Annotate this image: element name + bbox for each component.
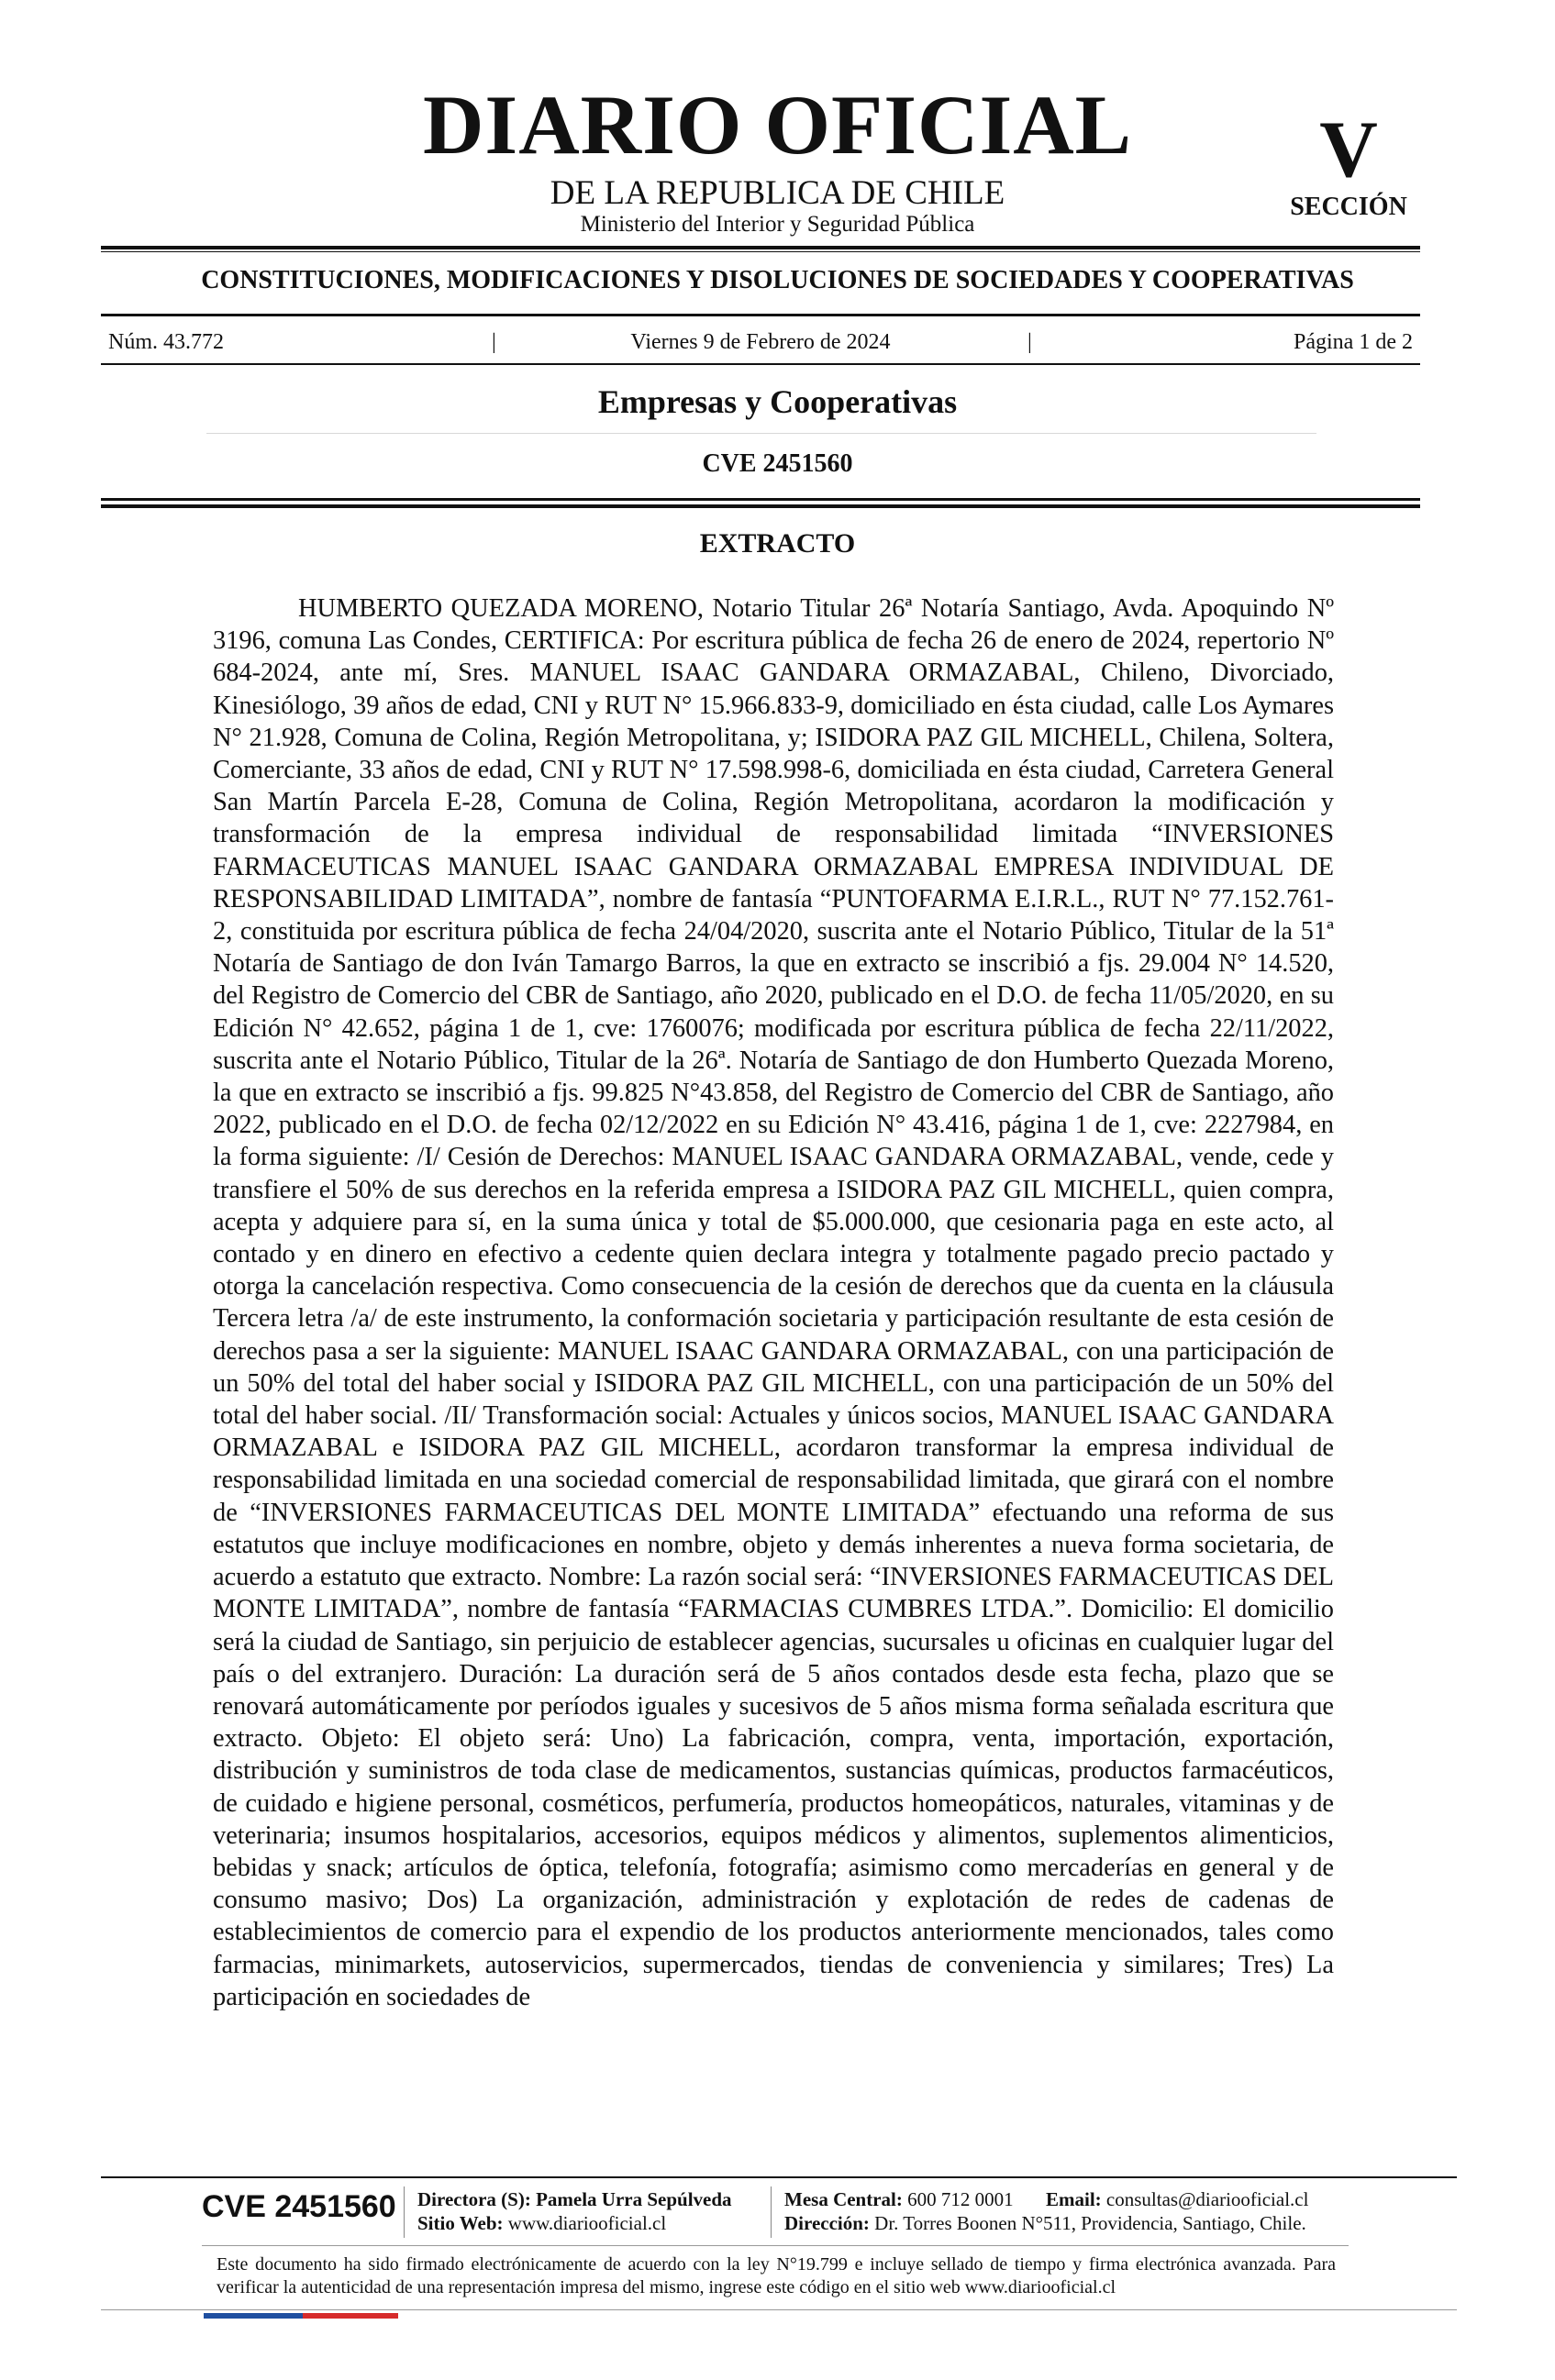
cve-rule — [101, 498, 1420, 501]
issue-separator: | — [1027, 330, 1032, 354]
address-label: Dirección: — [784, 2212, 870, 2234]
section-number: V — [1319, 105, 1378, 194]
phone-value: 600 712 0001 — [907, 2188, 1014, 2210]
footer-email — [1046, 2187, 1308, 2211]
footer-divider — [771, 2186, 772, 2238]
cve-heading: CVE 2451560 — [702, 449, 853, 478]
category-rule — [206, 433, 1316, 434]
footer-bottom-rule — [101, 2309, 1457, 2310]
email-link[interactable]: consultas@diariooficial.cl — [1105, 2188, 1309, 2210]
address-value: Dr. Torres Boonen N°511, Providencia, Santiago, Chile. — [874, 2212, 1306, 2234]
issue-number: Núm. 43.772 — [108, 330, 224, 354]
issue-info-row — [108, 328, 1413, 356]
section-title: CONSTITUCIONES, MODIFICACIONES Y DISOLUCIONES DE SOCIEDADES Y COOPERATIVAS — [201, 266, 1354, 294]
newspaper-subtitle: DE LA REPUBLICA DE CHILE — [550, 174, 1005, 212]
footer-legal-notice: Este documento ha sido firmado electrónicamente de acuerdo con la ley N°19.799 e incluye sellado de tiempo y firma electrónica avanzada. Para verificar la autenticidad de una representación impresa del mismo, ingrese este código en el sitio web www.diariooficial.cl — [217, 2254, 1336, 2297]
issue-rule — [101, 363, 1420, 365]
issue-separator: | — [492, 330, 496, 354]
issue-date: Viernes 9 de Febrero de 2024 — [630, 330, 891, 354]
section-label: SECCIÓN — [1290, 193, 1407, 221]
web-label: Sitio Web: — [417, 2212, 504, 2234]
section-rule — [101, 314, 1420, 316]
header-rule-thin — [101, 251, 1420, 252]
document-body: HUMBERTO QUEZADA MORENO, Notario Titular 26ª Notaría Santiago, Avda. Apoquindo Nº 3196, comuna Las Condes, CERTIFICA: Por escritura pública de fecha 26 de enero de 2024, repertorio Nº 684-2024, ante mí, Sres. MANUEL ISAAC GANDARA ORMAZABAL, Chileno, Divorciado, Kinesiólogo, 39 años de edad, CNI y RUT N° 15.966.833-9, domiciliado en ésta ciudad, calle Los Aymares N° 21.928, Comuna de Colina, Región Metropolitana, y; ISIDORA PAZ GIL MICHELL, Chilena, Soltera, Comerciante, 33 años de edad, CNI y RUT N° 17.598.998-6, domiciliada en ésta ciudad, Carretera General San Martín Parcela E-28, Comuna de Colina, Región Metropolitana, acordaron la modificación y transformación de la empresa individual de responsabilidad limitada “INVERSIONES FARMACEUTICAS MANUEL ISAAC GANDARA ORMAZABAL EMPRESA INDIVIDUAL DE RESPONSABILIDAD LIMITADA”, nombre de fantasía “PUNTOFARMA E.I.R.L., RUT N° 77.152.761-2, constituida por escritura pública de fecha 24/04/2020, suscrita ante el Notario Público, Titular de la 51ª Notaría de Santiago de don Iván Tamargo Barros, la que en extracto se inscribió a fjs. 29.004 N° 14.520, del Registro de Comercio del CBR de Santiago, año 2020, publicado en el D.O. de fecha 11/05/2020, en su Edición N° 42.652, página 1 de 1, cve: 1760076; modificada por escritura pública de fecha 22/11/2022, suscrita ante el Notario Público, Titular de la 26ª. Notaría de Santiago de don Humberto Quezada Moreno, la que en extracto se inscribió a fjs. 99.825 N°43.858, del Registro de Comercio del CBR de Santiago, año 2022, publicado en el D.O. de fecha 02/12/2022 en su Edición N° 43.416, página 1 de 1, cve: 2227984, en la forma siguiente: /I/ Cesión de Derechos: MANUEL ISAAC GANDARA ORMAZABAL, vende, cede y transfiere el 50% de sus derechos en la referida empresa a ISIDORA PAZ GIL MICHELL, quien compra, acepta y adquiere para sí, en la suma única y total de $5.000.000, que cesionaria paga en este acto, al contado y en dinero en efectivo a cedente quien declara integra y totalmente pagado precio pactado y otorga la cancelación respectiva. Como consecuencia de la cesión de derechos que da cuenta en la cláusula Tercera letra /a/ de este instrumento, la conformación societaria y participación resultante de esta cesión de derechos pasa a ser la siguiente: MANUEL ISAAC GANDARA ORMAZABAL, con una participación de un 50% del total del haber social y ISIDORA PAZ GIL MICHELL, con una participación de un 50% del total del haber social. /II/ Transformación social: Actuales y únicos socios, MANUEL ISAAC GANDARA ORMAZABAL e ISIDORA PAZ GIL MICHELL, acordaron transformar la empresa individual de responsabilidad limitada en una sociedad comercial de responsabilidad limitada, que girará con el nombre de “INVERSIONES FARMACEUTICAS DEL MONTE LIMITADA” efectuando una reforma de sus estatutos que incluye modificaciones en nombre, objeto y demás inherentes a nueva forma societaria, de acuerdo a estatuto que extracto. Nombre: La razón social será: “INVERSIONES FARMACEUTICAS DEL MONTE LIMITADA”, nombre de fantasía “FARMACIAS CUMBRES LTDA.”. Domicilio: El domicilio será la ciudad de Santiago, sin perjuicio de establecer agencias, sucursales u oficinas en cualquier lugar del país o del extranjero. Duración: La duración será de 5 años contados desde esta fecha, plazo que se renovará automáticamente por períodos iguales y sucesivos de 5 años misma forma señalada escritura que extracto. Objeto: El objeto será: Uno) La fabricación, compra, venta, importación, exportación, distribución y suministros de toda clase de medicamentos, sustancias químicas, productos farmacéuticos, de cuidado e higiene personal, cosméticos, perfumería, productos homeopáticos, naturales, vitaminas y de veterinaria; insumos hospitalarios, accesorios, equipos médicos y alimentos, suplementos alimenticios, bebidas y snack; artículos de óptica, telefonía, fotografía; asimismo como mercaderías en general y de consumo masivo; Dos) La organización, administración y explotación de redes de cadenas de establecimientos de comercio para el expendio de los productos anteriormente mencionados, tales como farmacias, minimarkets, autoservicios, supermercados, tiendas de conveniencia y similares; Tres) La participación en sociedades de — [213, 594, 1334, 2011]
flag-stripe-red — [303, 2313, 398, 2319]
document-heading: EXTRACTO — [699, 528, 856, 559]
footer-address — [784, 2211, 1306, 2235]
director-label: Directora (S): — [417, 2188, 531, 2210]
footer-divider — [404, 2186, 405, 2238]
header-rule — [101, 246, 1420, 249]
category-heading: Empresas y Cooperativas — [597, 383, 958, 420]
footer-inner-rule — [202, 2245, 1349, 2246]
phone-label: Mesa Central: — [784, 2188, 903, 2210]
ministry-line: Ministerio del Interior y Seguridad Pública — [580, 212, 975, 237]
flag-stripe-blue — [204, 2313, 303, 2319]
footer-phone — [784, 2187, 1014, 2211]
footer-director — [417, 2187, 732, 2211]
email-label: Email: — [1046, 2188, 1102, 2210]
footer-rule — [101, 2176, 1457, 2178]
footer-website — [417, 2211, 666, 2235]
newspaper-title: DIARIO OFICIAL — [422, 78, 1133, 172]
issue-page: Página 1 de 2 — [1294, 330, 1413, 354]
director-name: Pamela Urra Sepúlveda — [536, 2188, 732, 2210]
web-link[interactable]: www.diariooficial.cl — [507, 2212, 667, 2234]
cve-rule-thick — [101, 504, 1420, 508]
footer-cve-code: CVE 2451560 — [202, 2189, 396, 2224]
